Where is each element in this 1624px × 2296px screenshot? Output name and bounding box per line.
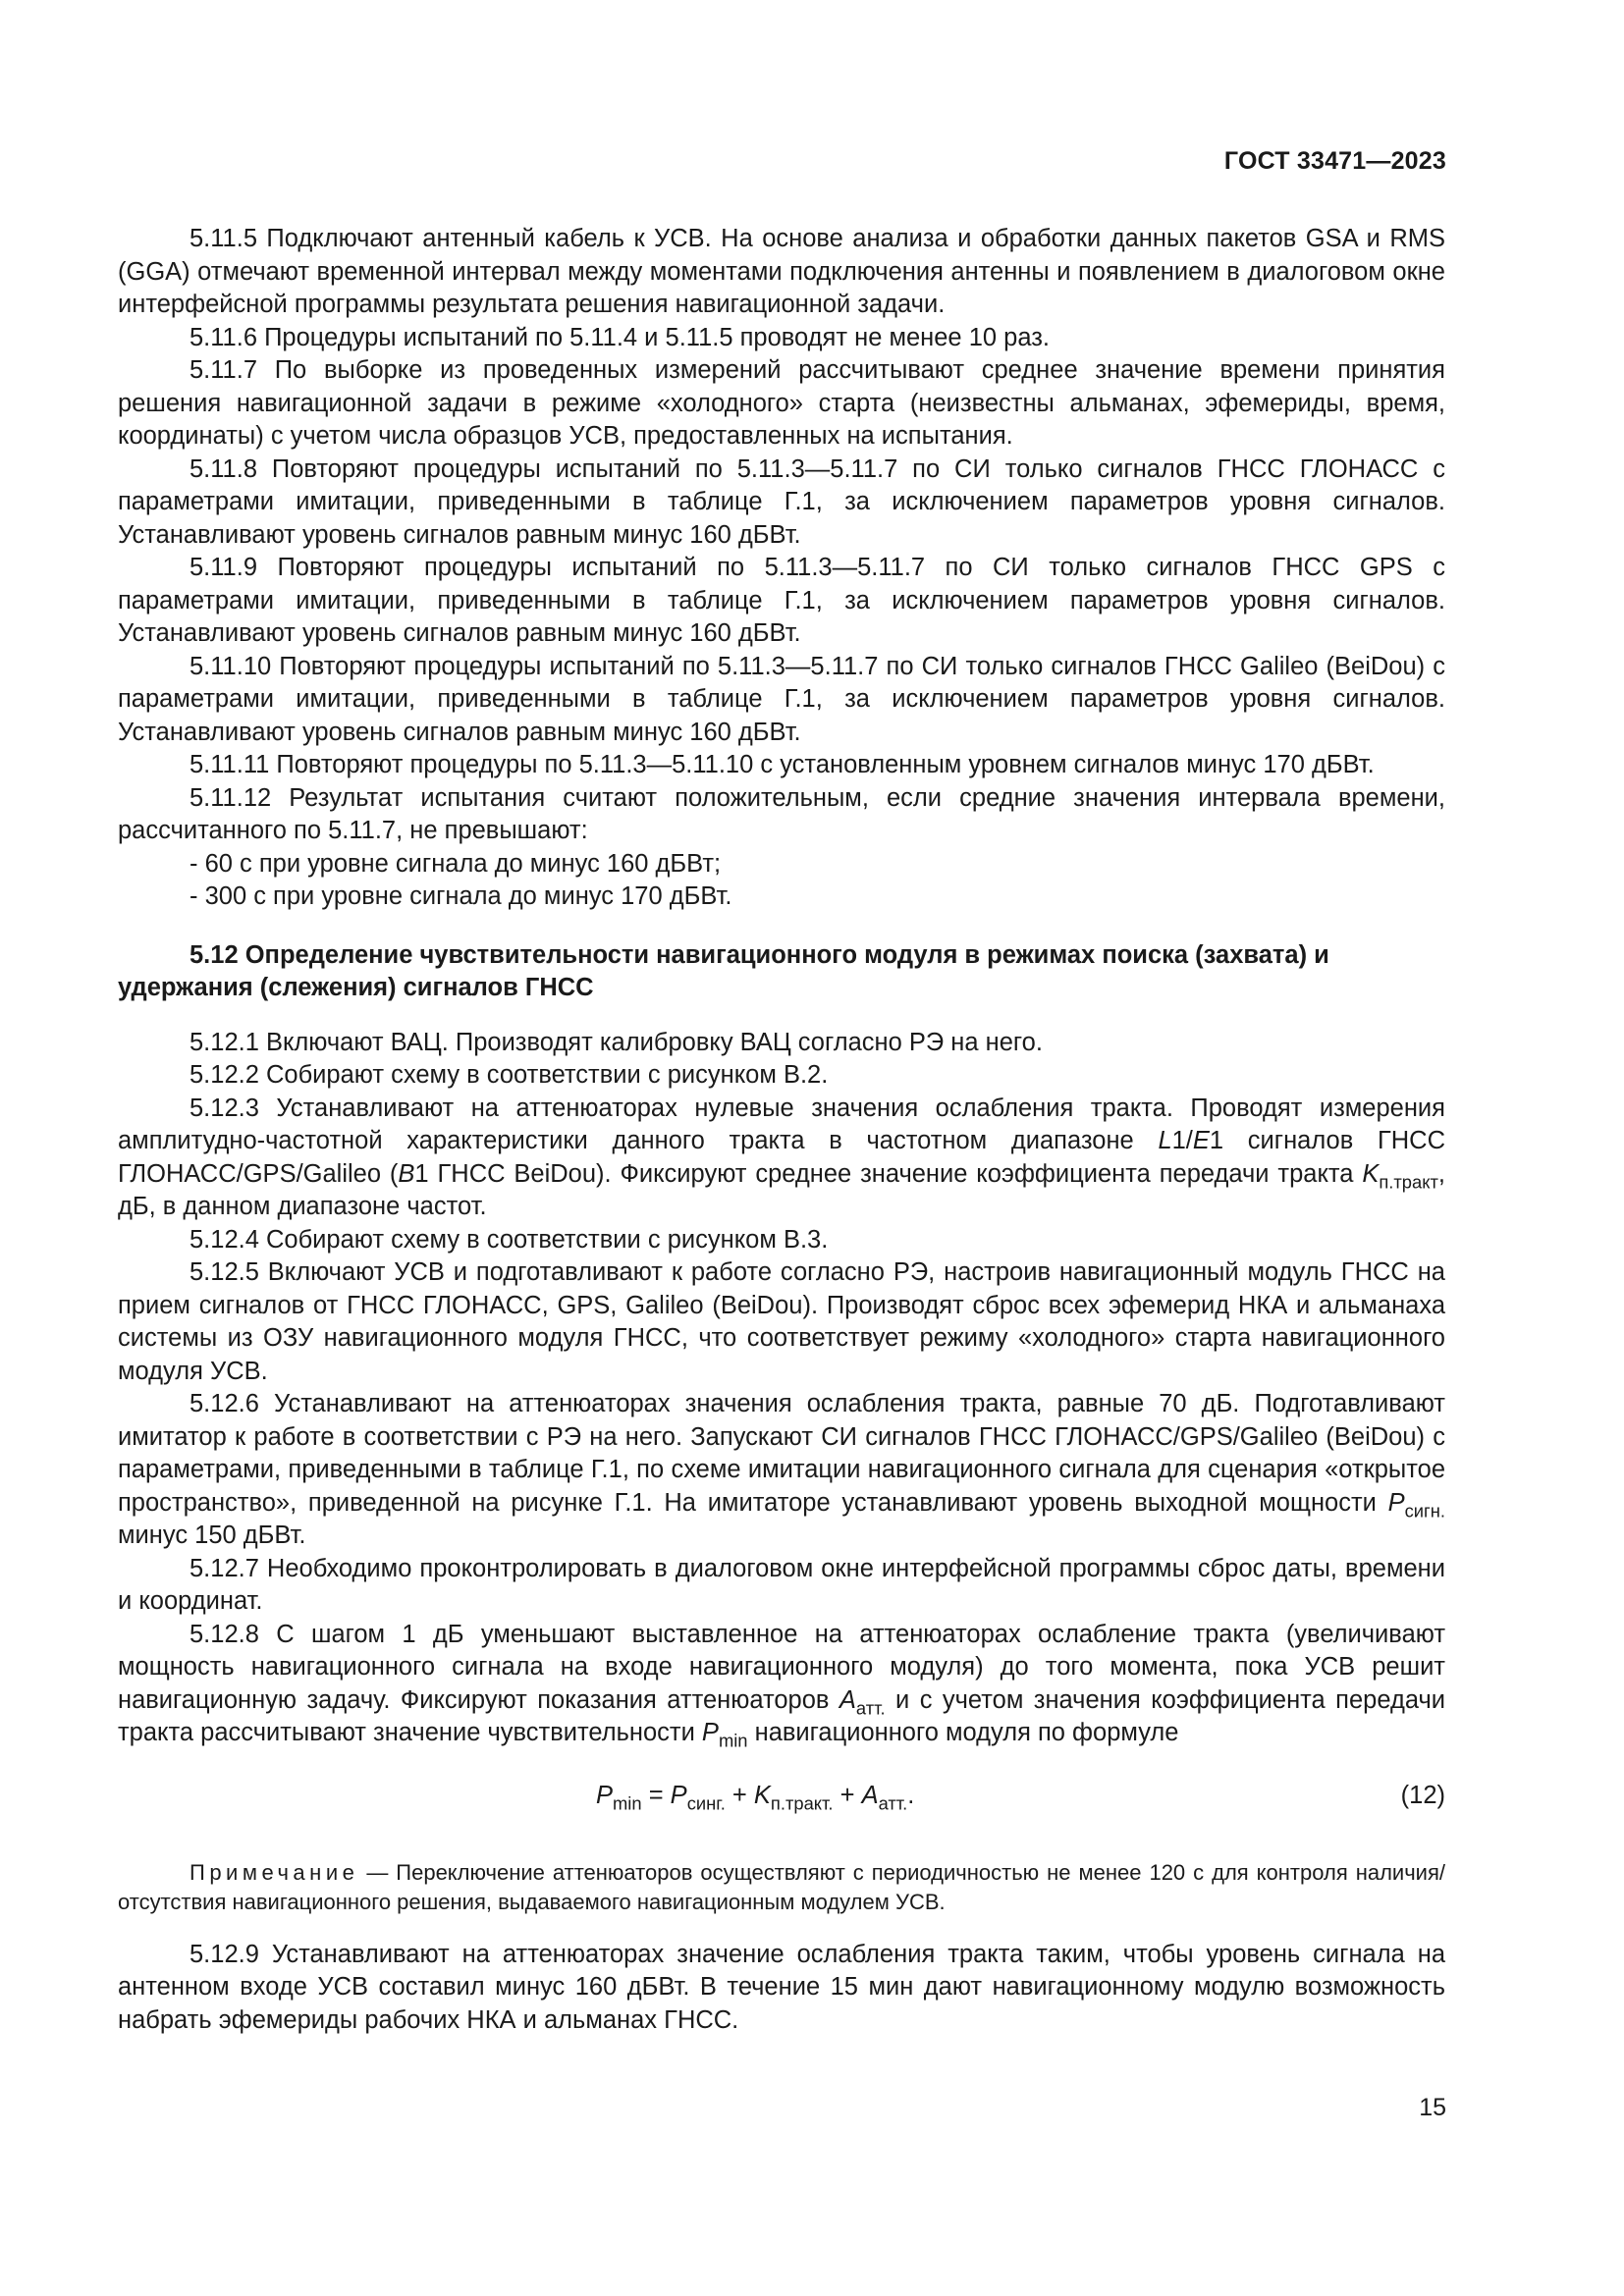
paragraph-5-12-1: 5.12.1 Включают ВАЦ. Производят калибровку ВАЦ согласно РЭ на него. bbox=[189, 1028, 1043, 1056]
paragraph-5-12-7: 5.12.7 Необходимо проконтролировать в диалоговом окне интерфейсной программы сброс даты, времени и координат. bbox=[118, 1554, 1445, 1615]
list-item: - 60 с при уровне сигнала до минус 160 дБВт; bbox=[189, 849, 722, 878]
formula-12 bbox=[118, 1770, 1445, 1839]
paragraph-5-12-6: 5.12.6 Устанавливают на аттенюаторах значения ослабления тракта, равные 70 дБ. Подготавливают имитатор к работе в соответствии с РЭ на него. Запускают СИ сигналов ГНСС ГЛОНАСС/GPS/Galileo (BeiDou) с параметрами, приведенными в таблице Г.1, по схеме имитации навигационного сигнала для сценария «открытое пространство», приведенной на рисунке Г.1. На имитаторе устанавливают уровень выходной мощности $P_{сигн.}$ минус 150 дБВт. bbox=[118, 1390, 1445, 1549]
formula-expression: $P_{min} = P_{синг.} + K_{п.тракт.} + A_{атт.}$. bbox=[596, 1781, 915, 1813]
note bbox=[118, 1858, 1445, 1917]
paragraph-5-11-6: 5.11.6 Процедуры испытаний по 5.11.4 и 5.11.5 проводят не менее 10 раз. bbox=[189, 323, 1051, 351]
paragraph-5-11-8: 5.11.8 Повторяют процедуры испытаний по 5.11.3—5.11.7 по СИ только сигналов ГНСС ГЛОНАСС с параметрами имитации, приведенными в таблице Г.1, за исключением параметров уровня сигналов. Устанавливают уровень сигналов равным минус 160 дБВт. bbox=[118, 454, 1445, 549]
paragraph-5-12-2: 5.12.2 Собирают схему в соответствии с рисунком В.2. bbox=[189, 1061, 829, 1089]
document-body bbox=[118, 223, 1445, 2037]
paragraph-5-11-12: 5.11.12 Результат испытания считают положительным, если средние значения интервала времени, рассчитанного по 5.11.7, не превышают: bbox=[118, 783, 1445, 844]
note-text: — Переключение аттенюаторов осуществляют с периодичностью не менее 120 с для контроля наличия/отсутствия навигационного решения, выдаваемого навигационным модулем УСВ. bbox=[118, 1859, 1445, 1914]
note-label: Примечание bbox=[189, 1859, 359, 1885]
paragraph-5-12-4: 5.12.4 Собирают схему в соответствии с рисунком В.3. bbox=[189, 1225, 829, 1254]
paragraph-5-11-10: 5.11.10 Повторяют процедуры испытаний по 5.11.3—5.11.7 по СИ только сигналов ГНСС Galileo (BeiDou) с параметрами имитации, приведенными в таблице Г.1, за исключением параметров уровня сигналов. Устанавливают уровень сигналов равным минус 160 дБВт. bbox=[118, 652, 1445, 746]
paragraph-5-11-11: 5.11.11 Повторяют процедуры по 5.11.3—5.11.10 с установленным уровнем сигналов минус 170 дБВт. bbox=[189, 751, 1375, 778]
paragraph-5-11-9: 5.11.9 Повторяют процедуры испытаний по 5.11.3—5.11.7 по СИ только сигналов ГНСС GPS с параметрами имитации, приведенными в таблице Г.1, за исключением параметров уровня сигналов. Устанавливают уровень сигналов равным минус 160 дБВт. bbox=[118, 554, 1445, 647]
list-item: - 300 с при уровне сигнала до минус 170 дБВт. bbox=[189, 882, 732, 910]
paragraph-5-12-9: 5.12.9 Устанавливают на аттенюаторах значение ослабления тракта таким, чтобы уровень сигнала на антенном входе УСВ составил минус 160 дБВт. В течение 15 мин дают навигационному модулю возможность набрать эфемериды рабочих НКА и альманах ГНСС. bbox=[118, 1940, 1445, 2034]
paragraph-5-11-5: 5.11.5 Подключают антенный кабель к УСВ. На основе анализа и обработки данных пакетов GSA и RMS (GGA) отмечают временной интервал между моментами подключения антенны и появлением в диалоговом окне интерфейсной программы результата решения навигационной задачи. bbox=[118, 225, 1445, 318]
paragraph-5-12-5: 5.12.5 Включают УСВ и подготавливают к работе согласно РЭ, настроив навигационный модуль ГНСС на прием сигналов от ГНСС ГЛОНАСС, GPS, Galileo (BeiDou). Производят сброс всех эфемерид НКА и альманаха системы из ОЗУ навигационного модуля ГНСС, что соответствует режиму «холодного» старта навигационного модуля УСВ. bbox=[118, 1258, 1445, 1385]
standard-header: ГОСТ 33471—2023 bbox=[1223, 147, 1446, 175]
paragraph-5-12-8: 5.12.8 С шагом 1 дБ уменьшают выставленное на аттенюаторах ослабление тракта (увеличивают мощность навигационного сигнала на входе навигационного модуля) до того момента, пока УСВ решит навигационную задачу. Фиксируют показания аттенюаторов $A_{атт.}$ и с учетом значения коэффициента передачи тракта рассчитывают значение чувствительности $P_{min}$ навигационного модуля по формуле bbox=[118, 1620, 1445, 1751]
formula-number: (12) bbox=[1400, 1781, 1445, 1809]
paragraph-5-12-3: 5.12.3 Устанавливают на аттенюаторах нулевые значения ослабления тракта. Проводят измерения амплитудно-частотной характеристики данного тракта в частотном диапазоне L1/E1 сигналов ГНСС ГЛОНАСС/GPS/Galileo (B1 ГНСС BeiDou). Фиксируют среднее значение коэффициента передачи тракта $K_{п.тракт}$, дБ, в данном диапазоне частот. bbox=[118, 1094, 1445, 1220]
section-heading-5-12: 5.12 Определение чувствительности навигационного модуля в режимах поиска (захвата) и удержания (слежения) сигналов ГНСС bbox=[118, 940, 1329, 1001]
paragraph-5-11-7: 5.11.7 По выборке из проведенных измерений рассчитывают среднее значение времени принятия решения навигационной задачи в режиме «холодного» старта (неизвестны альманах, эфемериды, время, координаты) с учетом числа образцов УСВ, предоставленных на испытания. bbox=[118, 356, 1445, 450]
page-number: 15 bbox=[1419, 2094, 1446, 2121]
